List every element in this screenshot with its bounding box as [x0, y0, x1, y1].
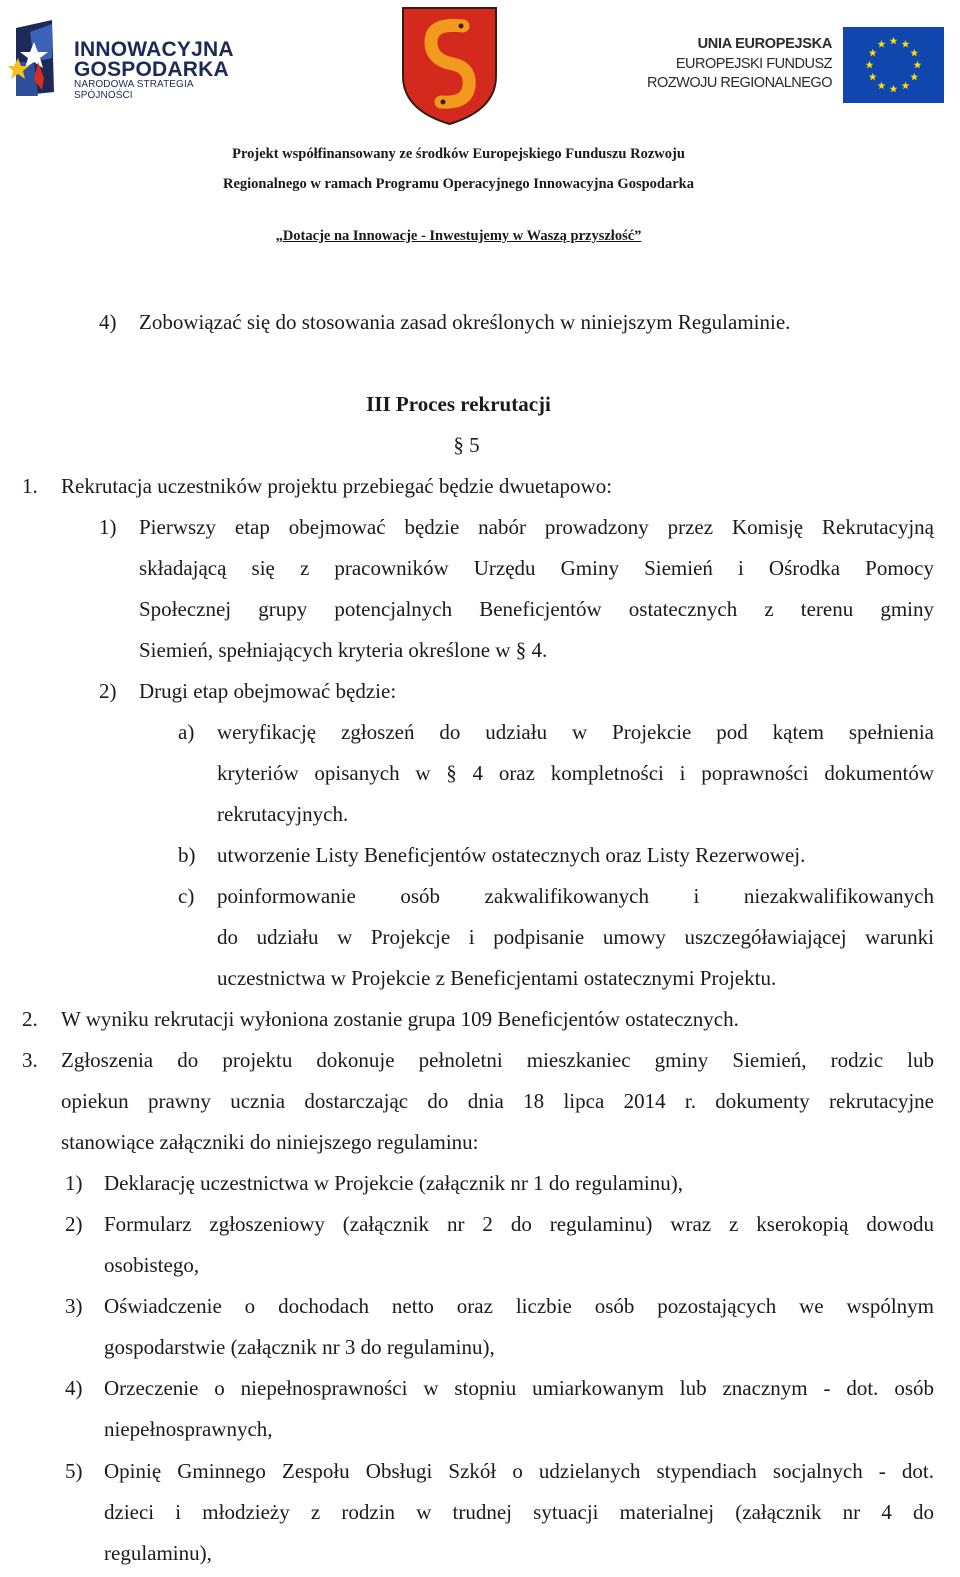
point3-item5-line: Opinię Gminnego Zespołu Obsługi Szkół o udzielanych stypendiach socjalnych - dot.: [104, 1459, 934, 1483]
point2-marker: 2.: [22, 1007, 38, 1031]
point3-item1-marker: 1): [65, 1171, 83, 1195]
logo-ig-line1: INNOWACYJNA: [74, 38, 234, 61]
point1-text: Rekrutacja uczestników projektu przebiegać będzie dwuetapowo:: [61, 474, 613, 498]
eu-logo-line1: UNIA EUROPEJSKA: [697, 36, 832, 52]
point1-marker: 1.: [22, 474, 38, 498]
point3-item3-line: gospodarstwie (załącznik nr 3 do regulaminu),: [104, 1335, 495, 1359]
item4-marker: 4): [99, 310, 117, 334]
point3-item5-line: dzieci i młodzieży z rodzin w trudnej sytuacji materialnej (załącznik nr 4 do: [104, 1500, 934, 1524]
point1-sub1-line: Siemień, spełniających kryteria określone w § 4.: [139, 638, 548, 662]
innowacyjna-gospodarka-emblem-icon: [8, 18, 70, 98]
item4-text: Zobowiązać się do stosowania zasad określonych w niniejszym Regulaminie.: [139, 310, 791, 334]
point3-item2-marker: 2): [65, 1212, 83, 1236]
point3-item5-line: regulaminu),: [104, 1541, 212, 1565]
point2-text: W wyniku rekrutacji wyłoniona zostanie grupa 109 Beneficjentów ostatecznych.: [61, 1007, 739, 1031]
point1-sub2-b-marker: b): [178, 843, 196, 867]
point1-sub2-a-line: kryteriów opisanych w § 4 oraz kompletności i poprawności dokumentów: [217, 761, 934, 785]
point3-line: stanowiące załączniki do niniejszego regulaminu:: [61, 1130, 479, 1154]
point1-sub2-c-marker: c): [178, 884, 195, 908]
point1-sub2-c-line: do udziału w Projekcje i podpisanie umowy uszczegóławiającej warunki: [217, 925, 934, 949]
point3-marker: 3.: [22, 1048, 38, 1072]
project-cofinancing-line1: Projekt współfinansowany ze środków Europejskiego Funduszu Rozwoju: [232, 146, 685, 162]
point1-sub1-line: Pierwszy etap obejmować będzie nabór prowadzony przez Komisję Rekrutacyjną: [139, 515, 934, 539]
point3-item4-line: Orzeczenie o niepełnosprawności w stopniu umiarkowanym lub znacznym - dot. osób: [104, 1376, 934, 1400]
point1-sub2-c-line: poinformowanie osób zakwalifikowanych i niezakwalifikowanych: [217, 884, 934, 908]
point1-sub2-text: Drugi etap obejmować będzie:: [139, 679, 397, 703]
point3-item2-line: osobistego,: [104, 1253, 200, 1277]
point1-sub2-marker: 2): [99, 679, 117, 703]
point3-item1-line: Deklarację uczestnictwa w Projekcie (załącznik nr 1 do regulaminu),: [104, 1171, 683, 1195]
eu-logo-line3: ROZWOJU REGIONALNEGO: [647, 75, 832, 91]
point1-sub1-line: składającą się z pracowników Urzędu Gminy Siemień i Ośrodka Pomocy: [139, 556, 934, 580]
point3-item3-marker: 3): [65, 1294, 83, 1318]
point1-sub2-b-line: utworzenie Listy Beneficjentów ostatecznych oraz Listy Rezerwowej.: [217, 843, 806, 867]
point3-item4-marker: 4): [65, 1376, 83, 1400]
point1-sub1-line: Społecznej grupy potencjalnych Beneficjentów ostatecznych z terenu gminy: [139, 597, 934, 621]
innowacyjna-gospodarka-logo: [8, 18, 248, 100]
point3-item5-marker: 5): [65, 1459, 83, 1483]
eu-flag-icon: [843, 27, 944, 103]
point3-item2-line: Formularz zgłoszeniowy (załącznik nr 2 do regulaminu) wraz z kserokopią dowodu: [104, 1212, 934, 1236]
point1-sub2-c-line: uczestnictwa w Projekcie z Beneficjentami ostatecznymi Projektu.: [217, 966, 777, 990]
crest-fish-icon: [401, 6, 498, 126]
point1-sub2-a-marker: a): [178, 720, 195, 744]
point1-sub2-a-line: rekrutacyjnych.: [217, 802, 349, 826]
point1-sub1-marker: 1): [99, 515, 117, 539]
section-heading: III Proces rekrutacji: [366, 392, 551, 416]
point3-line: opiekun prawny ucznia dostarczając do dnia 18 lipca 2014 r. dokumenty rekrutacyjne: [61, 1089, 934, 1113]
paragraph-sign: § 5: [453, 433, 480, 457]
logo-ig-line3: NARODOWA STRATEGIA SPÓJNOŚCI: [74, 79, 194, 101]
project-title: „Dotacje na Innowacje - Inwestujemy w Waszą przyszłość”: [275, 228, 642, 244]
project-cofinancing-line2: Regionalnego w ramach Programu Operacyjnego Innowacyjna Gospodarka: [223, 176, 694, 192]
point3-item4-line: niepełnosprawnych,: [104, 1417, 273, 1441]
logo-ig-line2: GOSPODARKA: [74, 58, 229, 81]
point1-sub2-a-line: weryfikację zgłoszeń do udziału w Projekcie pod kątem spełnienia: [217, 720, 934, 744]
municipal-crest: [401, 6, 498, 126]
point3-line: Zgłoszenia do projektu dokonuje pełnoletni mieszkaniec gminy Siemień, rodzic lub: [61, 1048, 934, 1072]
eu-logo: [647, 26, 946, 106]
eu-logo-line2: EUROPEJSKI FUNDUSZ: [675, 56, 832, 72]
point3-item3-line: Oświadczenie o dochodach netto oraz liczbie osób pozostających we wspólnym: [104, 1294, 934, 1318]
